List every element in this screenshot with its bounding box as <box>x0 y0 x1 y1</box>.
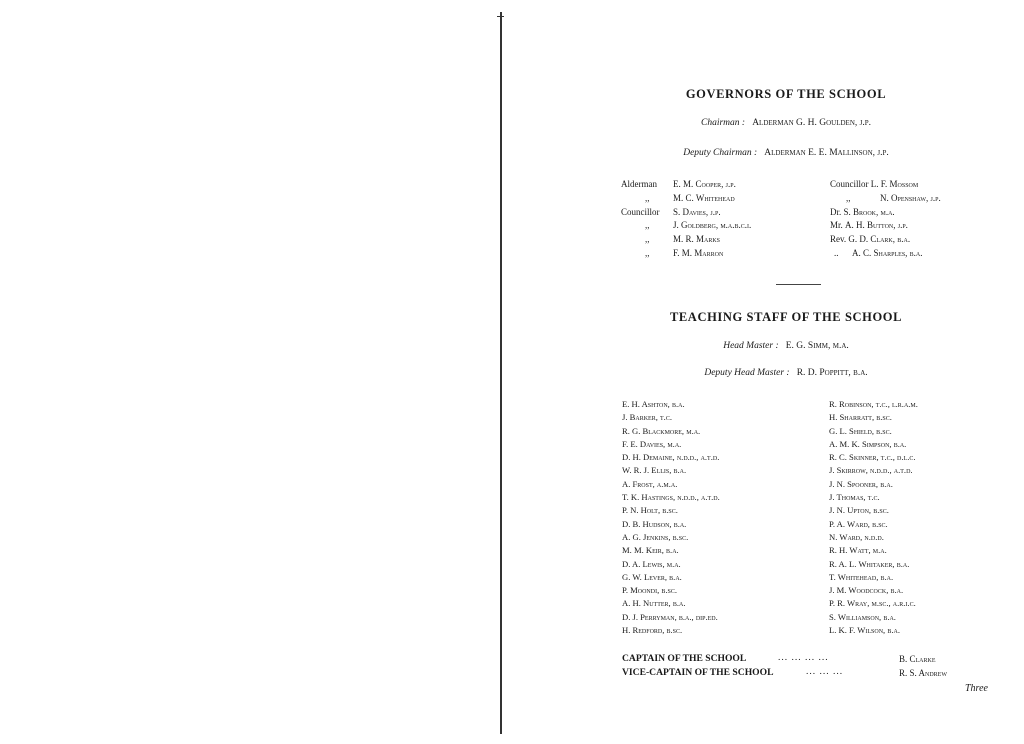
staff-entry: H. Redford, b.sc. <box>622 625 683 636</box>
staff-entry: D. H. Demaine, n.d.d., a.t.d. <box>622 452 720 463</box>
staff-entry: T. K. Hastings, n.d.d., a.t.d. <box>622 492 720 503</box>
governors-left-list <box>621 178 751 261</box>
staff-entry: W. R. J. Ellis, b.a. <box>622 465 687 476</box>
staff-entry: L. K. F. Wilson, b.a. <box>829 625 900 636</box>
staff-entry: J. Skirrow, n.d.d., a.t.d. <box>829 465 913 476</box>
staff-entry: N. Ward, n.d.d. <box>829 531 884 542</box>
staff-entry: G. W. Lever, b.a. <box>622 571 682 582</box>
staff-entry: G. L. Shield, b.sc. <box>829 425 892 436</box>
head-master-line <box>620 341 952 351</box>
staff-entry: A. Frost, a.m.a. <box>622 478 678 489</box>
deputy-chairman-label: Deputy Chairman : <box>683 148 758 158</box>
staff-entry: E. H. Ashton, b.a. <box>622 399 685 409</box>
staff-entry: P. Moondi, b.sc. <box>622 585 678 596</box>
vice-captain-leader-dots: ... ... ... <box>806 667 844 677</box>
chairman-label: Chairman : <box>700 118 746 128</box>
governor-entry: .. A. C. Sharples, b.a. <box>834 247 923 258</box>
staff-entry: S. Williamson, b.a. <box>829 611 896 622</box>
governor-entry: ,, M. R. Marks <box>645 234 721 245</box>
staff-entry: J. M. Woodcock, b.a. <box>829 585 904 596</box>
staff-entry: J. Thomas, t.c. <box>829 492 880 503</box>
staff-entry: A. G. Jenkins, b.sc. <box>622 531 689 542</box>
staff-entry: R. C. Skinner, t.c., d.l.c. <box>829 452 916 463</box>
governors-heading: GOVERNORS OF THE SCHOOL <box>685 87 887 101</box>
governor-entry: ,, J. Goldberg, m.a.b.c.i. <box>645 220 752 231</box>
staff-entry: D. A. Lewis, m.a. <box>622 558 681 569</box>
staff-entry: J. N. Upton, b.sc. <box>829 505 889 516</box>
staff-entry: R. Robinson, t.c., l.r.a.m. <box>829 399 918 409</box>
staff-entry: P. A. Ward, b.sc. <box>829 518 888 529</box>
governor-entry: Councillor L. F. Mossom <box>830 179 919 189</box>
staff-entry: J. N. Spooner, b.a. <box>829 478 893 489</box>
staff-entry: P. R. Wray, m.sc., a.r.i.c. <box>829 598 916 609</box>
deputy-head-label: Deputy Head Master : <box>704 368 790 378</box>
captain-label: CAPTAIN OF THE SCHOOL <box>622 653 747 664</box>
governor-entry: Alderman E. M. Cooper, j.p. <box>621 179 736 189</box>
governor-entry: Rev. G. D. Clark, b.a. <box>830 234 911 245</box>
chairman-line <box>620 118 952 128</box>
governor-entry: Mr. A. H. Button, j.p. <box>830 220 908 231</box>
staff-entry: T. Whitehead, b.a. <box>829 571 894 582</box>
staff-entry: R. G. Blackmore, m.a. <box>622 425 701 436</box>
staff-entry: R. H. Watt, m.a. <box>829 545 887 556</box>
governor-entry: Dr. S. Brook, m.a. <box>830 206 895 217</box>
deputy-head-line <box>620 368 952 378</box>
governors-right-list <box>830 178 941 261</box>
staff-entry: F. E. Davies, m.a. <box>622 438 682 449</box>
governor-entry: ,, F. M. Marron <box>645 247 724 258</box>
staff-entry: J. Barker, t.c. <box>622 412 672 423</box>
staff-left-list <box>622 398 720 637</box>
governor-entry: ,, M. C. Whitehead <box>645 192 735 203</box>
chairman-name: Alderman G. H. Goulden, j.p. <box>752 118 872 128</box>
captain-name: B. Clarke <box>899 654 936 664</box>
vice-captain-name: R. S. Andrew <box>899 668 948 678</box>
deputy-chairman-name: Alderman E. E. Mallinson, j.p. <box>764 148 889 158</box>
staff-right-list <box>829 398 918 637</box>
staff-entry: H. Sharratt, b.sc. <box>829 412 892 423</box>
staff-entry: P. N. Holt, b.sc. <box>622 505 678 516</box>
head-master-label: Head Master : <box>723 341 779 351</box>
page-fold <box>500 12 502 734</box>
head-master-name: E. G. Simm, m.a. <box>785 341 849 351</box>
deputy-chairman-line <box>620 148 952 158</box>
page-number: Three <box>965 683 988 694</box>
staff-entry: R. A. L. Whitaker, b.a. <box>829 558 910 569</box>
section-divider <box>776 284 821 285</box>
governor-entry: ,, N. Openshaw, j.p. <box>846 192 941 203</box>
captain-leader-dots: ... ... ... ... <box>778 653 829 663</box>
staff-entry: A. H. Nutter, b.a. <box>622 598 686 609</box>
vice-captain-label: VICE-CAPTAIN OF THE SCHOOL <box>622 667 774 678</box>
staff-entry: A. M. K. Simpson, b.a. <box>829 438 907 449</box>
staff-entry: M. M. Keir, b.a. <box>622 545 679 556</box>
staff-entry: D. J. Perryman, b.a., dip.ed. <box>622 611 718 622</box>
governor-entry: Councillor S. Davies, j.p. <box>621 206 721 217</box>
staff-heading: TEACHING STAFF OF THE SCHOOL <box>669 310 903 324</box>
fold-mark <box>497 16 504 17</box>
deputy-head-name: R. D. Poppitt, b.a. <box>796 368 868 378</box>
staff-entry: D. B. Hudson, b.a. <box>622 518 687 529</box>
